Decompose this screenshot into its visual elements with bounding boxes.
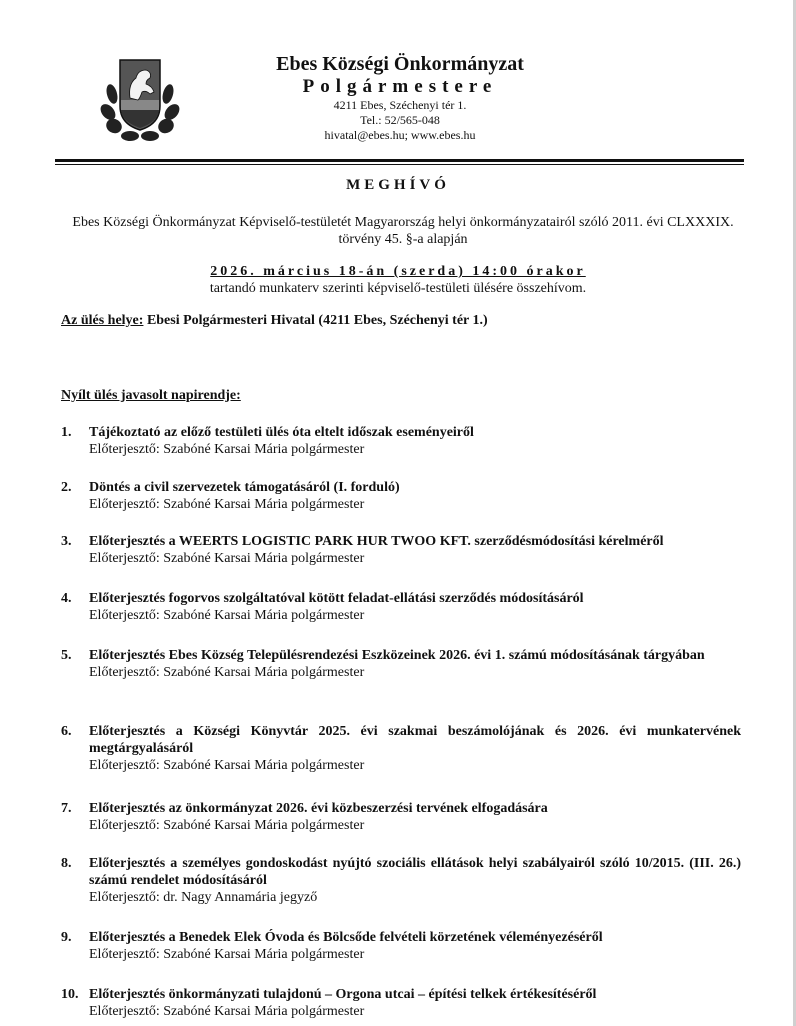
intro-text: Ebes Községi Önkormányzat Képviselő-testületét Magyarország helyi önkormányzatairól szóló 2011. évi CLXXXIX. törvény 45. §-a alapján (72, 215, 734, 247)
header-divider-thick (55, 159, 744, 162)
agenda-item-title: Előterjesztés a személyes gondoskodást nyújtó szociális ellátások helyi szabályairól szóló 10/2015. (III. 26.) számú rendelet módosításáról (89, 856, 741, 888)
agenda-item-number: 3. (61, 534, 72, 549)
document-title: MEGHÍVÓ (346, 177, 450, 193)
contact-info: hivatal@ebes.hu; www.ebes.hu (324, 128, 476, 142)
office-name: Polgármestere (302, 76, 498, 97)
agenda-item-number: 9. (61, 930, 72, 945)
agenda-item-presenter: Előterjesztő: Szabóné Karsai Mária polgármester (89, 758, 365, 773)
agenda-item-number: 6. (61, 724, 72, 739)
letterhead (240, 52, 560, 143)
agenda-item-presenter: Előterjesztő: Szabóné Karsai Mária polgármester (89, 665, 365, 680)
agenda-item-number: 1. (61, 425, 72, 440)
agenda-item (61, 800, 741, 834)
header-divider-thin (55, 164, 744, 165)
agenda-item (61, 929, 741, 963)
agenda-item-title: Előterjesztés az önkormányzat 2026. évi közbeszerzési tervének elfogadására (89, 801, 548, 816)
agenda-item-title: Előterjesztés a Községi Könyvtár 2025. évi szakmai beszámolójának és 2026. évi munkatervének megtárgyalásáról (89, 724, 741, 756)
agenda-item-title: Előterjesztés önkormányzati tulajdonú – Orgona utcai – építési telkek értékesítéséről (89, 987, 597, 1002)
agenda-item-title: Előterjesztés fogorvos szolgáltatóval kötött feladat-ellátási szerződés módosításáról (89, 591, 584, 606)
agenda-item (61, 479, 741, 513)
agenda-item-title: Előterjesztés Ebes Község Településrendezési Eszközeinek 2026. évi 1. számú módosításának tárgyában (89, 648, 705, 663)
agenda-item-title: Döntés a civil szervezetek támogatásáról (I. forduló) (89, 480, 400, 495)
agenda-item (61, 986, 741, 1020)
agenda-item (61, 723, 741, 774)
agenda-item-number: 5. (61, 648, 72, 663)
meeting-date: 2026. március 18-án (szerda) 14:00 órakor (210, 264, 586, 279)
agenda-item-title: Tájékoztató az előző testületi ülés óta eltelt időszak eseményeiről (89, 425, 474, 440)
agenda-item (61, 647, 741, 681)
agenda-item-presenter: Előterjesztő: Szabóné Karsai Mária polgármester (89, 497, 365, 512)
agenda-item-presenter: Előterjesztő: Szabóné Karsai Mária polgármester (89, 947, 365, 962)
organization-name: Ebes Községi Önkormányzat (276, 53, 524, 75)
agenda-item-number: 4. (61, 591, 72, 606)
agenda-item-number: 2. (61, 480, 72, 495)
agenda-item-presenter: Előterjesztő: Szabóné Karsai Mária polgármester (89, 608, 365, 623)
agenda-item (61, 590, 741, 624)
meeting-date-subtext: tartandó munkaterv szerinti képviselő-testületi ülésére összehívom. (209, 281, 587, 296)
agenda-item-number: 10. (61, 987, 79, 1002)
agenda-item-title: Előterjesztés a WEERTS LOGISTIC PARK HUR TWOO KFT. szerződésmódosítási kérelméről (89, 534, 664, 549)
phone: Tel.: 52/565-048 (360, 113, 440, 127)
agenda-item (61, 855, 741, 906)
meeting-venue (61, 313, 488, 329)
venue-label: Az ülés helye: (61, 313, 144, 328)
agenda-item-number: 7. (61, 801, 72, 816)
agenda-item-presenter: Előterjesztő: dr. Nagy Annamária jegyző (89, 890, 318, 905)
agenda-heading: Nyílt ülés javasolt napirendje: (61, 388, 241, 403)
agenda-item (61, 424, 741, 458)
agenda-item-presenter: Előterjesztő: Szabóné Karsai Mária polgármester (89, 818, 365, 833)
agenda-item-presenter: Előterjesztő: Szabóné Karsai Mária polgármester (89, 1004, 365, 1019)
venue-value: Ebesi Polgármesteri Hivatal (4211 Ebes, Széchenyi tér 1.) (143, 313, 488, 328)
coat-of-arms-icon (100, 54, 180, 146)
agenda-item (61, 533, 741, 567)
address: 4211 Ebes, Széchenyi tér 1. (333, 98, 467, 112)
agenda-item-presenter: Előterjesztő: Szabóné Karsai Mária polgármester (89, 442, 365, 457)
agenda-item-presenter: Előterjesztő: Szabóné Karsai Mária polgármester (89, 551, 365, 566)
agenda-item-number: 8. (61, 856, 72, 871)
agenda-item-title: Előterjesztés a Benedek Elek Óvoda és Bölcsőde felvételi körzetének véleményezéséről (89, 930, 603, 945)
